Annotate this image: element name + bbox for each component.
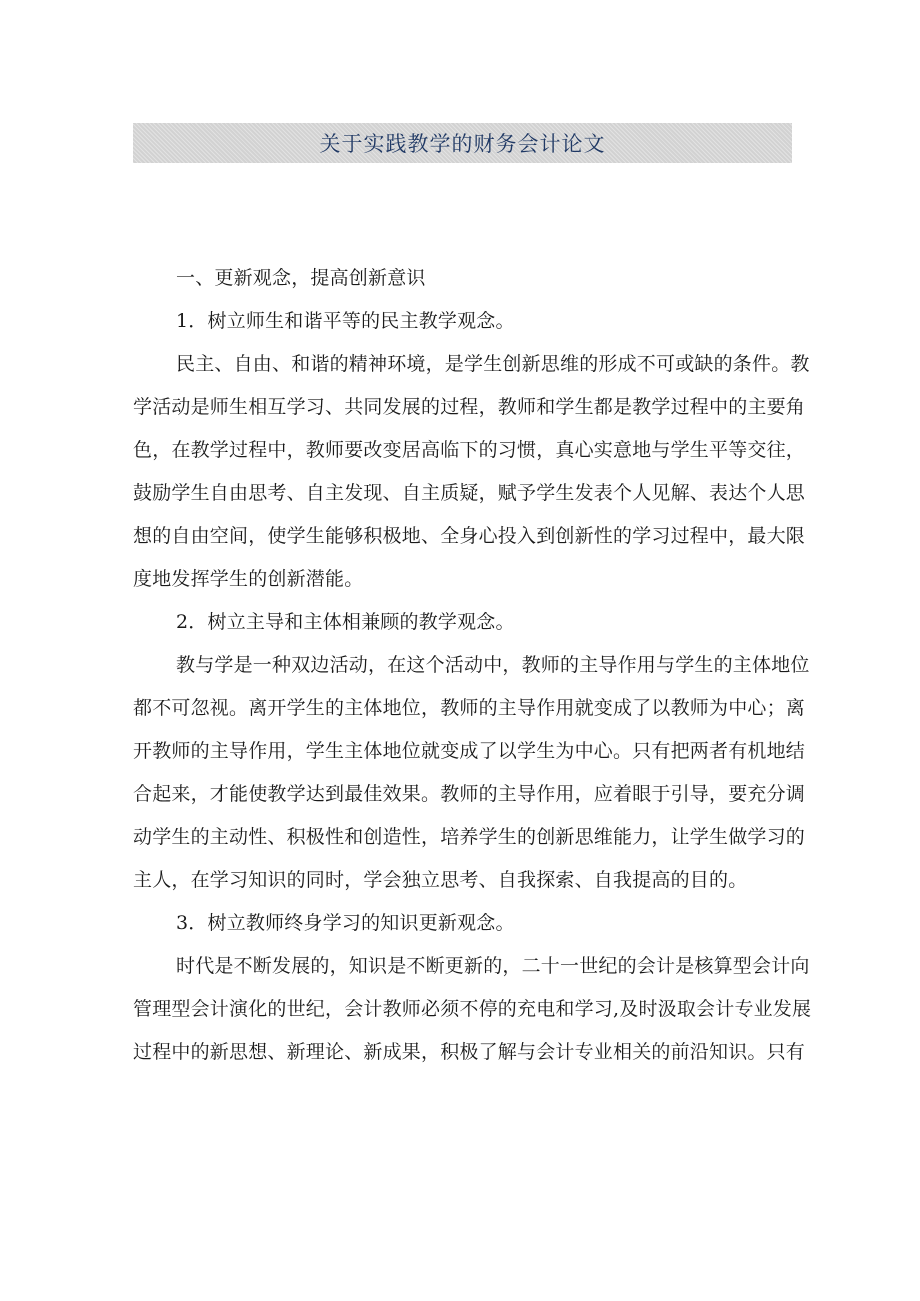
subheading: 2．树立主导和主体相兼顾的教学观念。 — [176, 611, 515, 633]
paragraph-line: 色，在教学过程中，教师要改变居高临下的习惯，真心实意地与学生平等交往， — [133, 439, 806, 461]
paragraph-line: 鼓励学生自由思考、自主发现、自主质疑，赋予学生发表个人见解、表达个人思 — [133, 482, 806, 504]
paragraph-line: 管理型会计演化的世纪，会计教师必须不停的充电和学习,及时汲取会计专业发展 — [133, 998, 812, 1020]
subheading: 3．树立教师终身学习的知识更新观念。 — [176, 912, 515, 934]
paragraph-line: 想的自由空间，使学生能够积极地、全身心投入到创新性的学习过程中，最大限 — [133, 525, 806, 547]
paragraph-line: 动学生的主动性、积极性和创造性，培养学生的创新思维能力，让学生做学习的 — [133, 826, 806, 848]
paragraph-line: 过程中的新思想、新理论、新成果，积极了解与会计专业相关的前沿知识。只有 — [133, 1041, 806, 1063]
paragraph-line: 合起来，才能使教学达到最佳效果。教师的主导作用，应着眼于引导，要充分调 — [133, 783, 806, 805]
paragraph-line: 教与学是一种双边活动，在这个活动中，教师的主导作用与学生的主体地位 — [176, 654, 810, 676]
document-title: 关于实践教学的财务会计论文 — [319, 132, 606, 156]
paragraph-line: 开教师的主导作用，学生主体地位就变成了以学生为中心。只有把两者有机地结 — [133, 740, 806, 762]
paragraph-line: 都不可忽视。离开学生的主体地位，教师的主导作用就变成了以教师为中心；离 — [133, 697, 806, 719]
paragraph-line: 时代是不断发展的，知识是不断更新的，二十一世纪的会计是核算型会计向 — [176, 955, 810, 977]
document-body — [133, 257, 812, 1074]
paragraph-line: 民主、自由、和谐的精神环境，是学生创新思维的形成不可或缺的条件。教 — [176, 353, 810, 375]
paragraph-line: 学活动是师生相互学习、共同发展的过程，教师和学生都是教学过程中的主要角 — [133, 396, 806, 418]
section-heading: 一、更新观念，提高创新意识 — [176, 267, 426, 289]
title-banner — [133, 123, 792, 163]
paragraph-line: 度地发挥学生的创新潜能。 — [133, 568, 364, 590]
paragraph-line: 主人，在学习知识的同时，学会独立思考、自我探索、自我提高的目的。 — [133, 869, 748, 891]
subheading: 1．树立师生和谐平等的民主教学观念。 — [176, 310, 515, 332]
